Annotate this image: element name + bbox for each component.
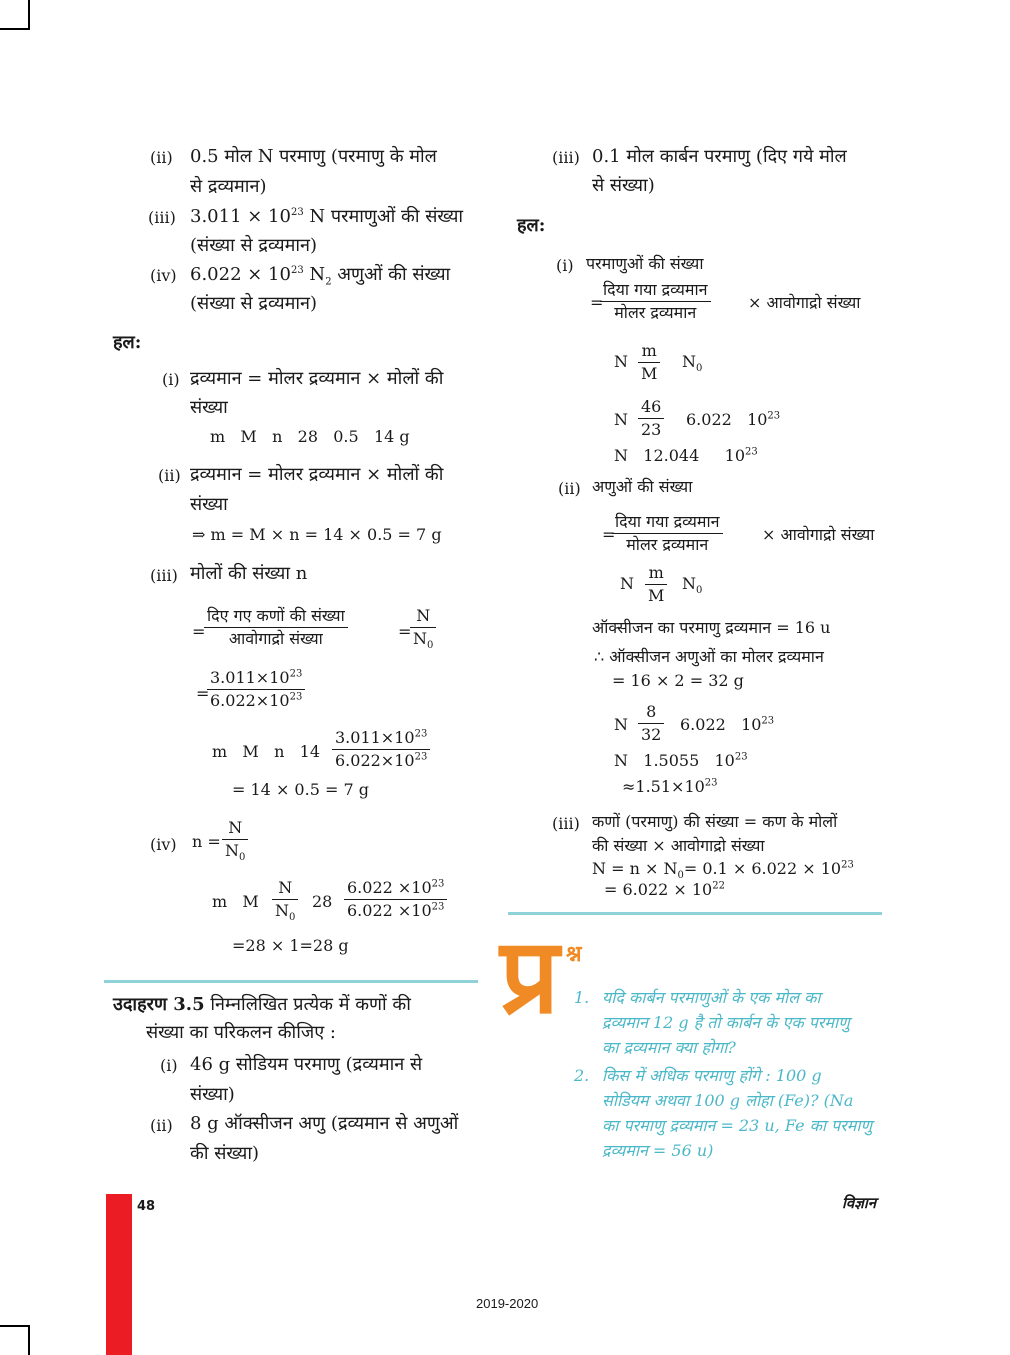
text-line: ऑक्सीजन का परमाणु द्रव्यमान = 16 u — [592, 618, 831, 637]
equation: ⇒ m = M × n = 14 × 0.5 = 7 g — [192, 525, 442, 544]
item-number: (iii) — [552, 814, 580, 833]
equation: N — [614, 410, 628, 429]
text-line: द्रव्यमान = मोलर द्रव्यमान × मोलों की — [190, 464, 444, 485]
item-number: (ii) — [558, 479, 581, 498]
equation: =28 × 1=28 g — [232, 936, 349, 955]
questions-heading-rest: श्न — [566, 942, 582, 967]
item-number: (iv) — [150, 835, 177, 854]
text-line: द्रव्यमान = मोलर द्रव्यमान × मोलों की — [190, 368, 444, 389]
equation: N — [614, 352, 628, 371]
equation: m M — [212, 892, 259, 911]
item-number: (ii) — [158, 466, 181, 485]
equation: m M n 28 0.5 14 g — [210, 427, 410, 446]
fraction: दिए गए कणों की संख्या आवोगाद्रो संख्या — [204, 606, 348, 649]
equation: N — [614, 715, 628, 734]
text-line: × आवोगाद्रो संख्या — [748, 293, 861, 312]
equation: N — [620, 574, 634, 593]
text-line: = 16 × 2 = 32 g — [612, 671, 744, 690]
equation: n = — [192, 832, 221, 851]
example-label: उदाहरण 3.5 — [113, 994, 205, 1015]
question-number: 2. — [574, 1066, 590, 1085]
text-line: कणों (परमाणु) की संख्या = कण के मोलों — [592, 812, 838, 831]
section-divider — [508, 912, 882, 915]
equals-sign: = — [196, 684, 210, 703]
fraction: $\frac{3.011\times 10^{23}}{6.022\times 10^{23}}$ — [332, 728, 430, 771]
equals-sign: = — [602, 525, 616, 544]
equation: = 14 × 0.5 = 7 g — [232, 780, 369, 799]
item-number: (i) — [162, 370, 180, 389]
item-number: (i) — [160, 1056, 178, 1075]
equation: $\approx 1.51\times 10^{23}$ — [622, 777, 718, 796]
solution-heading: हल: — [113, 332, 142, 353]
crop-mark-top-h — [0, 28, 30, 30]
fraction: $\frac{m}{M}$ — [638, 341, 660, 384]
question-line: सोडियम अथवा 100 g लोहा (Fe)? (Na — [602, 1091, 854, 1110]
text-line: की संख्या) — [190, 1143, 260, 1164]
question-line: का द्रव्यमान क्या होगा? — [602, 1038, 736, 1057]
item-number: (iv) — [150, 266, 177, 285]
text-line: की संख्या × आवोगाद्रो संख्या — [592, 836, 765, 855]
text-line: 8 g ऑक्सीजन अणु (द्रव्यमान से अणुओं — [190, 1113, 459, 1134]
fraction: $\frac{3.011\times 10^{23}}{6.022\times 10^{23}}$ — [207, 668, 305, 711]
question-line: द्रव्यमान 12 g है तो कार्बन के एक परमाणु — [602, 1013, 850, 1032]
fraction: $\frac{N}{N_0}$ — [410, 606, 436, 649]
question-line: का परमाणु द्रव्यमान = 23 u, Fe का परमाणु — [602, 1116, 873, 1135]
text-line: परमाणुओं की संख्या — [586, 254, 704, 273]
text-line: ∴ ऑक्सीजन अणुओं का मोलर द्रव्यमान — [594, 647, 824, 666]
year-label: 2019-2020 — [476, 1296, 539, 1311]
text-line: अणुओं की संख्या — [592, 477, 693, 496]
fraction: $\frac{46}{23}$ — [638, 397, 664, 440]
page-number: 48 — [137, 1199, 156, 1214]
fraction: $\frac{N}{N_0}$ — [222, 818, 248, 861]
text-line: से द्रव्यमान) — [190, 176, 267, 197]
crop-mark-bottom-v — [28, 1325, 30, 1355]
item-number: (ii) — [150, 1116, 173, 1135]
item-number: (iii) — [148, 208, 176, 227]
fraction: दिया गया द्रव्यमान मोलर द्रव्यमान — [600, 280, 711, 323]
item-number: (ii) — [150, 148, 173, 167]
equation: m M n 14 — [212, 742, 320, 761]
equals-sign: = — [398, 622, 412, 641]
book-title: विज्ञान — [842, 1194, 877, 1212]
text-line: संख्या का परिकलन कीजिए : — [146, 1022, 336, 1043]
example-line: उदाहरण 3.5 निम्नलिखित प्रत्येक में कणों की — [113, 994, 411, 1015]
text-line: (संख्या से द्रव्यमान) — [190, 235, 318, 256]
solution-heading: हल: — [517, 215, 546, 236]
text-line: (संख्या से द्रव्यमान) — [190, 293, 318, 314]
text-line: $6.022 \times 10^{23}$ $N_2$ अणुओं की संख्या — [190, 264, 451, 288]
equation: = $6.022 \times 10^{22}$ — [604, 880, 725, 899]
fraction: $\frac{N}{N_0}$ — [272, 878, 298, 921]
red-margin-bar — [106, 1194, 132, 1355]
question-line: यदि कार्बन परमाणुओं के एक मोल का — [602, 988, 821, 1007]
equation: $N = n \times N_0= 0.1 \times 6.022 \times 10^{23}$ — [592, 859, 854, 882]
equation: N 12.044 $10^{23}$ — [614, 446, 758, 465]
section-divider — [104, 980, 478, 983]
text-line: 0.5 मोल N परमाणु (परमाणु के मोल — [190, 146, 437, 167]
text-line: $3.011 \times 10^{23}$ N परमाणुओं की संख्या — [190, 206, 464, 227]
equation: $N_0$ — [682, 574, 703, 597]
text-line: 0.1 मोल कार्बन परमाणु (दिए गये मोल — [592, 146, 847, 167]
equals-sign: = — [590, 293, 604, 312]
question-line: किस में अधिक परमाणु होंगे : 100 g — [602, 1066, 822, 1085]
questions-big-letter: प्र — [500, 915, 560, 1037]
text-line: संख्या — [190, 397, 228, 418]
text-line: 46 g सोडियम परमाणु (द्रव्यमान से — [190, 1054, 423, 1075]
fraction: $\frac{6.022 \times 10^{23}}{6.022 \times 10^{23}}$ — [344, 878, 447, 921]
text-line: संख्या) — [190, 1084, 235, 1105]
fraction: दिया गया द्रव्यमान मोलर द्रव्यमान — [612, 512, 723, 555]
question-line: द्रव्यमान = 56 u) — [602, 1141, 714, 1160]
item-number: (iii) — [552, 148, 580, 167]
equation: $N_0$ — [682, 352, 703, 375]
crop-mark-top-v — [28, 0, 30, 30]
text-line: से संख्या) — [592, 175, 655, 196]
equals-sign: = — [192, 622, 206, 641]
question-number: 1. — [574, 988, 590, 1007]
text-line: संख्या — [190, 494, 228, 515]
fraction: $\frac{m}{M}$ — [645, 563, 667, 606]
equation: 28 — [312, 892, 333, 911]
item-number: (i) — [556, 256, 574, 275]
equation: N 1.5055 $10^{23}$ — [614, 751, 748, 770]
item-number: (iii) — [150, 566, 178, 585]
text-line: × आवोगाद्रो संख्या — [762, 525, 875, 544]
equation: 6.022 $10^{23}$ — [680, 715, 775, 734]
crop-mark-bottom-h — [0, 1325, 30, 1327]
equation: 6.022 $10^{23}$ — [686, 410, 781, 429]
text-line: मोलों की संख्या n — [190, 563, 308, 584]
fraction: $\frac{8}{32}$ — [638, 702, 664, 745]
